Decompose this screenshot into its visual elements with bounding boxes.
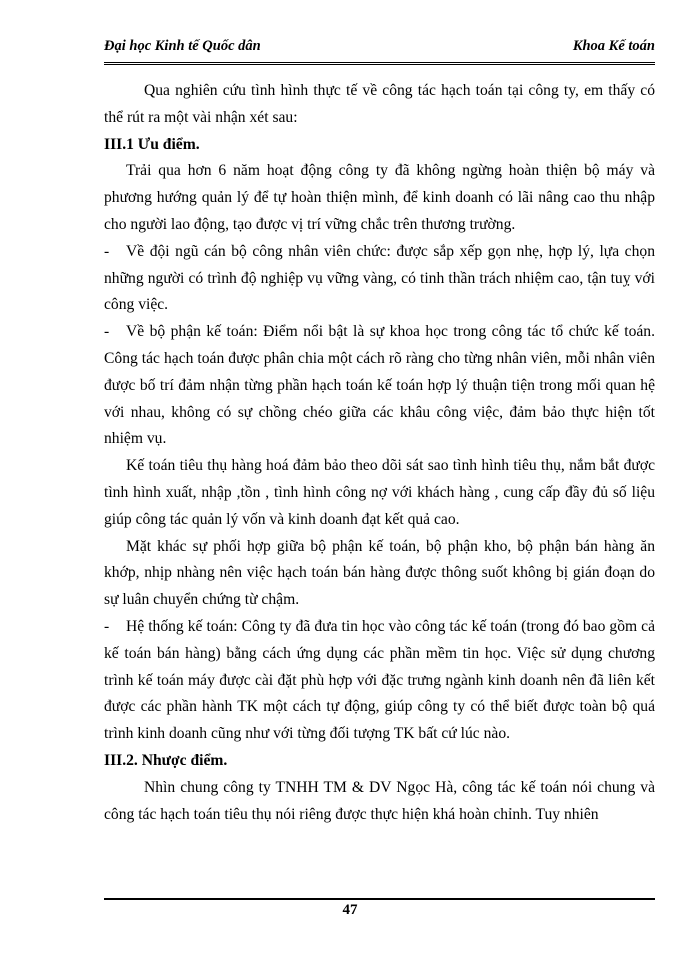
page-number: 47 <box>342 902 358 918</box>
bullet-accounting-dept <box>104 319 655 453</box>
bullet-accounting-system-text: Hệ thống kế toán: Công ty đã đưa tin học vào công tác kế toán (trong đó bao gồm cả kế toán bán hàng) bằng cách ứng dụng các phần mềm tin học. Việc sử dụng chương trình kế toán máy được cài đặt phù hợp với đặc trưng ngành kinh doanh nên đã liên kết được các phần hành TK một cách tự động, giúp công ty có thể biết được toàn bộ quá trình kinh doanh cũng như với từng đối tượng TK bất cứ lúc nào. <box>104 617 655 743</box>
bullet-accounting-system <box>104 614 655 748</box>
bullet-staff <box>104 239 655 319</box>
header-university: Đại học Kinh tế Quốc dân <box>104 38 261 54</box>
bullet-dash: - <box>104 242 110 260</box>
section-heading-disadvantages: III.2. Nhược điểm. <box>104 751 228 769</box>
advantages-paragraph-1: Trải qua hơn 6 năm hoạt động công ty đã không ngừng hoàn thiện bộ máy và phương hướng quản lý để tự hoàn thiện mình, để kinh doanh có lãi nâng cao thu nhập cho người lao động, tạo được vị trí vững chắc trên thương trường. <box>104 162 655 233</box>
bullet-accounting-dept-text: Về bộ phận kế toán: Điểm nổi bật là sự khoa học trong công tác tổ chức kế toán. Công tác hạch toán được phân chia một cách rõ ràng cho từng nhân viên, mỗi nhân viên được bố trí đảm nhận từng phần hạch toán kế toán hợp lý thuận tiện trong mối quan hệ với nhau, không có sự chồng chéo giữa các khâu công việc, đảm bảo thực hiện tốt nhiệm vụ. <box>104 323 655 448</box>
intro-paragraph: Qua nghiên cứu tình hình thực tế về công tác hạch toán tại công ty, em thấy có thể rút ra một vài nhận xét sau: <box>104 82 655 126</box>
footer-rule <box>104 898 655 900</box>
page-header <box>104 36 655 65</box>
bullet-staff-text: Về đội ngũ cán bộ công nhân viên chức: được sắp xếp gọn nhẹ, hợp lý, lựa chọn những người có trình độ nghiệp vụ vững vàng, có tinh thần trách nhiệm cao, tận tuỵ với công việc. <box>104 242 655 314</box>
bullet-dash: - <box>104 617 110 635</box>
header-faculty: Khoa Kế toán <box>572 38 655 54</box>
advantages-paragraph-2: Kế toán tiêu thụ hàng hoá đảm bảo theo dõi sát sao tình hình tiêu thụ, nắm bắt được tình hình xuất, nhập ,tồn , tình hình công nợ với khách hàng , cung cấp đầy đủ số liệu giúp công tác quản lý vốn và kinh doanh đạt kết quả cao. <box>104 457 655 528</box>
advantages-paragraph-3: Mặt khác sự phối hợp giữa bộ phận kế toán, bộ phận kho, bộ phận bán hàng ăn khớp, nhịp nhàng nên việc hạch toán bán hàng được thông suốt không bị gián đoạn do sự luân chuyển chứng từ chậm. <box>104 537 655 609</box>
section-heading-advantages: III.1 Ưu điểm. <box>104 135 200 153</box>
page-body <box>104 78 655 828</box>
bullet-dash: - <box>104 323 110 341</box>
disadvantages-paragraph-1: Nhìn chung công ty TNHH TM & DV Ngọc Hà, công tác kế toán nói chung và công tác hạch toán tiêu thụ nói riêng được thực hiện khá hoàn chỉnh. Tuy nhiên <box>104 778 655 823</box>
